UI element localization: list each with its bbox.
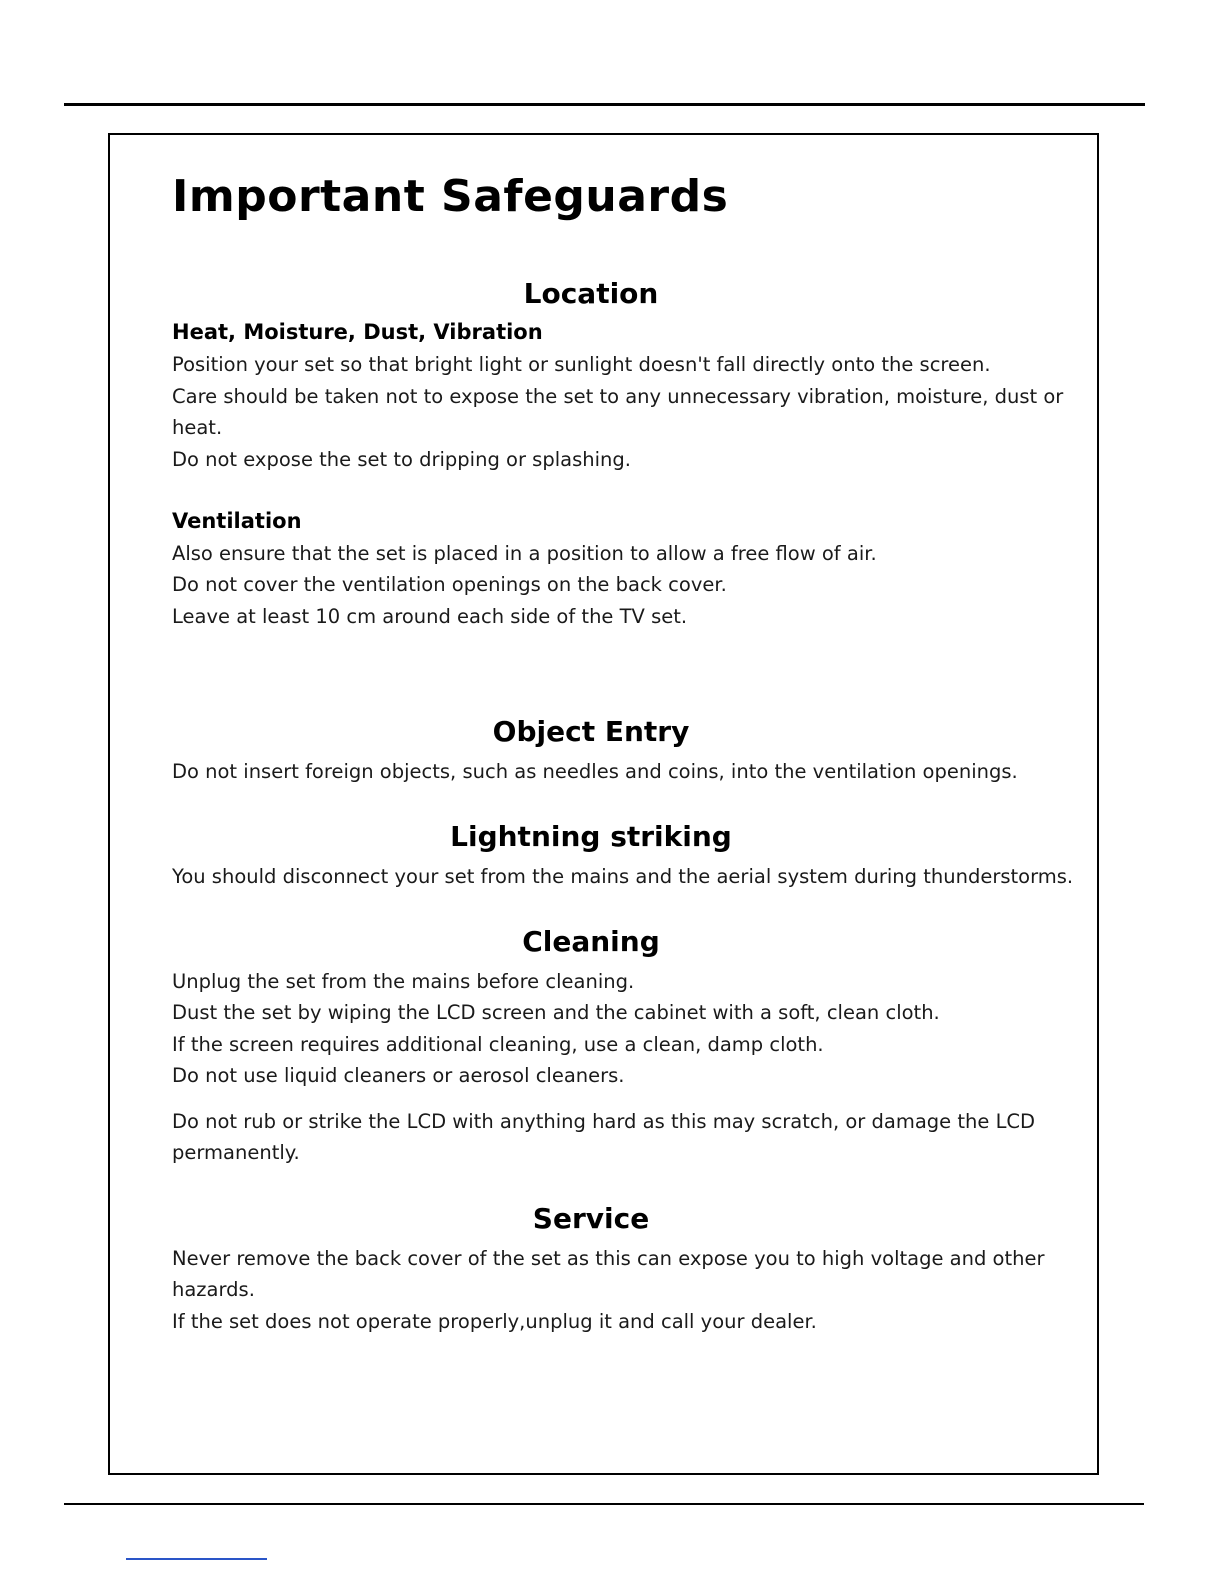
- body-line: Do not cover the ventilation openings on the back cover.: [172, 573, 727, 596]
- body-line: Position your set so that bright light or sunlight doesn't fall directly onto the screen.: [172, 353, 991, 376]
- body-line: Do not insert foreign objects, such as needles and coins, into the ventilation openings.: [172, 760, 1018, 783]
- body-line: If the screen requires additional cleaning, use a clean, damp cloth.: [172, 1033, 824, 1056]
- cleaning-heading: Cleaning: [522, 925, 660, 958]
- object-entry-heading: Object Entry: [492, 715, 690, 748]
- page-title: Important Safeguards: [172, 171, 729, 222]
- body-line: If the set does not operate properly,unplug it and call your dealer.: [172, 1310, 817, 1333]
- body-line: Do not rub or strike the LCD with anything hard as this may scratch, or damage the LCD: [172, 1110, 1036, 1133]
- top-rule: [64, 103, 1145, 106]
- lightning-heading: Lightning striking: [450, 820, 732, 853]
- body-line: heat.: [172, 416, 223, 439]
- safeguards-frame: [108, 133, 1099, 1475]
- body-line: Never remove the back cover of the set as this can expose you to high voltage and other: [172, 1247, 1045, 1270]
- body-line: Also ensure that the set is placed in a position to allow a free flow of air.: [172, 542, 877, 565]
- body-line: Leave at least 10 cm around each side of the TV set.: [172, 605, 688, 628]
- bottom-rule: [64, 1503, 1144, 1505]
- body-line: Unplug the set from the mains before cleaning.: [172, 970, 635, 993]
- body-line: Do not expose the set to dripping or splashing.: [172, 448, 631, 471]
- body-line: hazards.: [172, 1278, 255, 1301]
- body-line: permanently.: [172, 1141, 300, 1164]
- body-line: You should disconnect your set from the mains and the aerial system during thunderstorms.: [172, 865, 1074, 888]
- footer-underline: [126, 1558, 267, 1560]
- service-heading: Service: [532, 1202, 650, 1235]
- body-line: Do not use liquid cleaners or aerosol cleaners.: [172, 1064, 625, 1087]
- ventilation-subheading: Ventilation: [172, 509, 302, 533]
- body-line: Care should be taken not to expose the set to any unnecessary vibration, moisture, dust or: [172, 385, 1064, 408]
- location-heading: Location: [523, 277, 659, 310]
- body-line: Dust the set by wiping the LCD screen and the cabinet with a soft, clean cloth.: [172, 1001, 940, 1024]
- heat-moisture-subheading: Heat, Moisture, Dust, Vibration: [172, 320, 543, 344]
